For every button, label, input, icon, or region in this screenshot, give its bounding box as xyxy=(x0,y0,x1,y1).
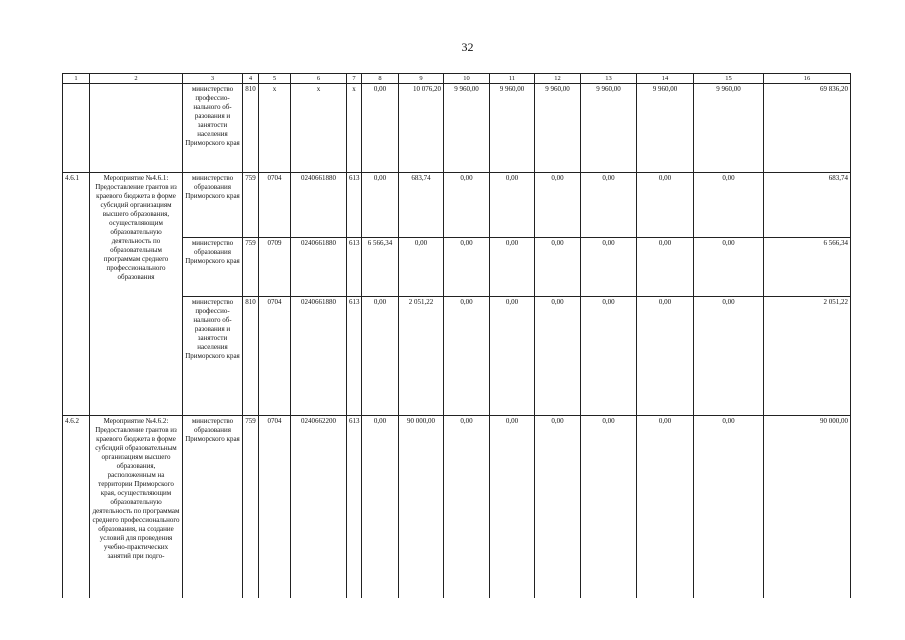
column-header: 14 xyxy=(637,74,694,84)
column-header: 4 xyxy=(243,74,259,84)
amount-cell: 0,00 xyxy=(581,173,637,238)
amount-cell: 9 960,00 xyxy=(581,84,637,173)
executor-cell: министерство образования Приморского края xyxy=(183,238,243,297)
column-header: 2 xyxy=(90,74,183,84)
amount-cell: 10 076,20 xyxy=(399,84,444,173)
column-header: 12 xyxy=(535,74,581,84)
page-bottom-margin xyxy=(0,598,905,640)
amount-cell: 683,74 xyxy=(399,173,444,238)
amount-cell: 0,00 xyxy=(490,173,535,238)
measure-description-cell: Мероприятие №4.6.2: Предоставление грантов из краевого бюджета в форме субсидий образовательным организациям высшего образования, расположенным на территории Приморского края, осуществляющим образовательную деятельность по программам среднего профессионального образования, на создание условий для проведения учебно-практических занятий при подго- xyxy=(90,416,183,606)
target-article-cell: 0240661880 xyxy=(291,238,347,297)
amount-cell: 0,00 xyxy=(637,297,694,416)
target-article-cell: 0240661880 xyxy=(291,173,347,238)
executor-cell: министерство образования Приморского края xyxy=(183,173,243,238)
amount-cell: 0,00 xyxy=(535,416,581,606)
column-header: 13 xyxy=(581,74,637,84)
column-header: 10 xyxy=(444,74,490,84)
amount-cell: 0,00 xyxy=(490,238,535,297)
grbs-code-cell: 759 xyxy=(243,416,259,606)
amount-cell: 0,00 xyxy=(444,173,490,238)
amount-cell: 0,00 xyxy=(399,238,444,297)
total-cell: 69 836,20 xyxy=(764,84,851,173)
amount-cell: 0,00 xyxy=(362,297,399,416)
total-cell: 90 000,00 xyxy=(764,416,851,606)
amount-cell: 0,00 xyxy=(637,238,694,297)
amount-cell: 0,00 xyxy=(362,416,399,606)
amount-cell: 90 000,00 xyxy=(399,416,444,606)
amount-cell: 0,00 xyxy=(581,416,637,606)
header-row xyxy=(63,74,851,84)
amount-cell: 0,00 xyxy=(637,416,694,606)
amount-cell: 9 960,00 xyxy=(637,84,694,173)
section-code-cell: х xyxy=(259,84,291,173)
target-article-cell: 0240662200 xyxy=(291,416,347,606)
expense-type-cell: 613 xyxy=(347,416,362,606)
amount-cell: 0,00 xyxy=(535,173,581,238)
column-header: 1 xyxy=(63,74,90,84)
item-number-cell: 4.6.2 xyxy=(63,416,90,606)
executor-cell: министерство профессио-нального об-разования и занятости населения Приморского края xyxy=(183,84,243,173)
measure-description-cell xyxy=(90,84,183,173)
amount-cell: 0,00 xyxy=(490,416,535,606)
page-number: 32 xyxy=(461,40,474,54)
section-code-cell: 0704 xyxy=(259,297,291,416)
target-article-cell: 0240661880 xyxy=(291,297,347,416)
amount-cell: 9 960,00 xyxy=(535,84,581,173)
section-code-cell: 0704 xyxy=(259,416,291,606)
section-code-cell: 0704 xyxy=(259,173,291,238)
amount-cell: 0,00 xyxy=(362,173,399,238)
amount-cell: 0,00 xyxy=(637,173,694,238)
amount-cell: 2 051,22 xyxy=(399,297,444,416)
amount-cell: 0,00 xyxy=(444,297,490,416)
column-header: 7 xyxy=(347,74,362,84)
budget-table xyxy=(62,73,851,606)
amount-cell: 0,00 xyxy=(581,297,637,416)
amount-cell: 0,00 xyxy=(444,238,490,297)
amount-cell: 6 566,34 xyxy=(362,238,399,297)
amount-cell: 9 960,00 xyxy=(490,84,535,173)
column-header: 11 xyxy=(490,74,535,84)
amount-cell: 0,00 xyxy=(535,297,581,416)
amount-cell: 0,00 xyxy=(694,416,764,606)
item-number-cell: 4.6.1 xyxy=(63,173,90,416)
amount-cell: 0,00 xyxy=(535,238,581,297)
grbs-code-cell: 759 xyxy=(243,238,259,297)
executor-cell: министерство образования Приморского края xyxy=(183,416,243,606)
executor-cell: министерство профессио-нального об-разования и занятости населения Приморского края xyxy=(183,297,243,416)
item-number-cell xyxy=(63,84,90,173)
expense-type-cell: 613 xyxy=(347,238,362,297)
total-cell: 683,74 xyxy=(764,173,851,238)
amount-cell: 0,00 xyxy=(694,173,764,238)
amount-cell: 0,00 xyxy=(694,238,764,297)
column-header: 9 xyxy=(399,74,444,84)
section-code-cell: 0709 xyxy=(259,238,291,297)
expense-type-cell: х xyxy=(347,84,362,173)
table-row xyxy=(63,84,851,173)
table-row xyxy=(63,173,851,238)
amount-cell: 0,00 xyxy=(362,84,399,173)
amount-cell: 9 960,00 xyxy=(444,84,490,173)
column-header: 16 xyxy=(764,74,851,84)
column-header: 5 xyxy=(259,74,291,84)
amount-cell: 0,00 xyxy=(490,297,535,416)
column-header: 15 xyxy=(694,74,764,84)
measure-description-cell: Мероприятие №4.6.1: Предоставление грантов из краевого бюджета в форме субсидий организациям высшего образования, осуществляющим образовательную деятельность по образовательным программам среднего профессионального образования xyxy=(90,173,183,416)
column-header: 3 xyxy=(183,74,243,84)
column-header: 8 xyxy=(362,74,399,84)
amount-cell: 0,00 xyxy=(444,416,490,606)
expense-type-cell: 613 xyxy=(347,173,362,238)
column-header: 6 xyxy=(291,74,347,84)
grbs-code-cell: 759 xyxy=(243,173,259,238)
amount-cell: 9 960,00 xyxy=(694,84,764,173)
table-row xyxy=(63,416,851,606)
total-cell: 2 051,22 xyxy=(764,297,851,416)
total-cell: 6 566,34 xyxy=(764,238,851,297)
grbs-code-cell: 810 xyxy=(243,297,259,416)
target-article-cell: х xyxy=(291,84,347,173)
expense-type-cell: 613 xyxy=(347,297,362,416)
grbs-code-cell: 810 xyxy=(243,84,259,173)
amount-cell: 0,00 xyxy=(694,297,764,416)
amount-cell: 0,00 xyxy=(581,238,637,297)
